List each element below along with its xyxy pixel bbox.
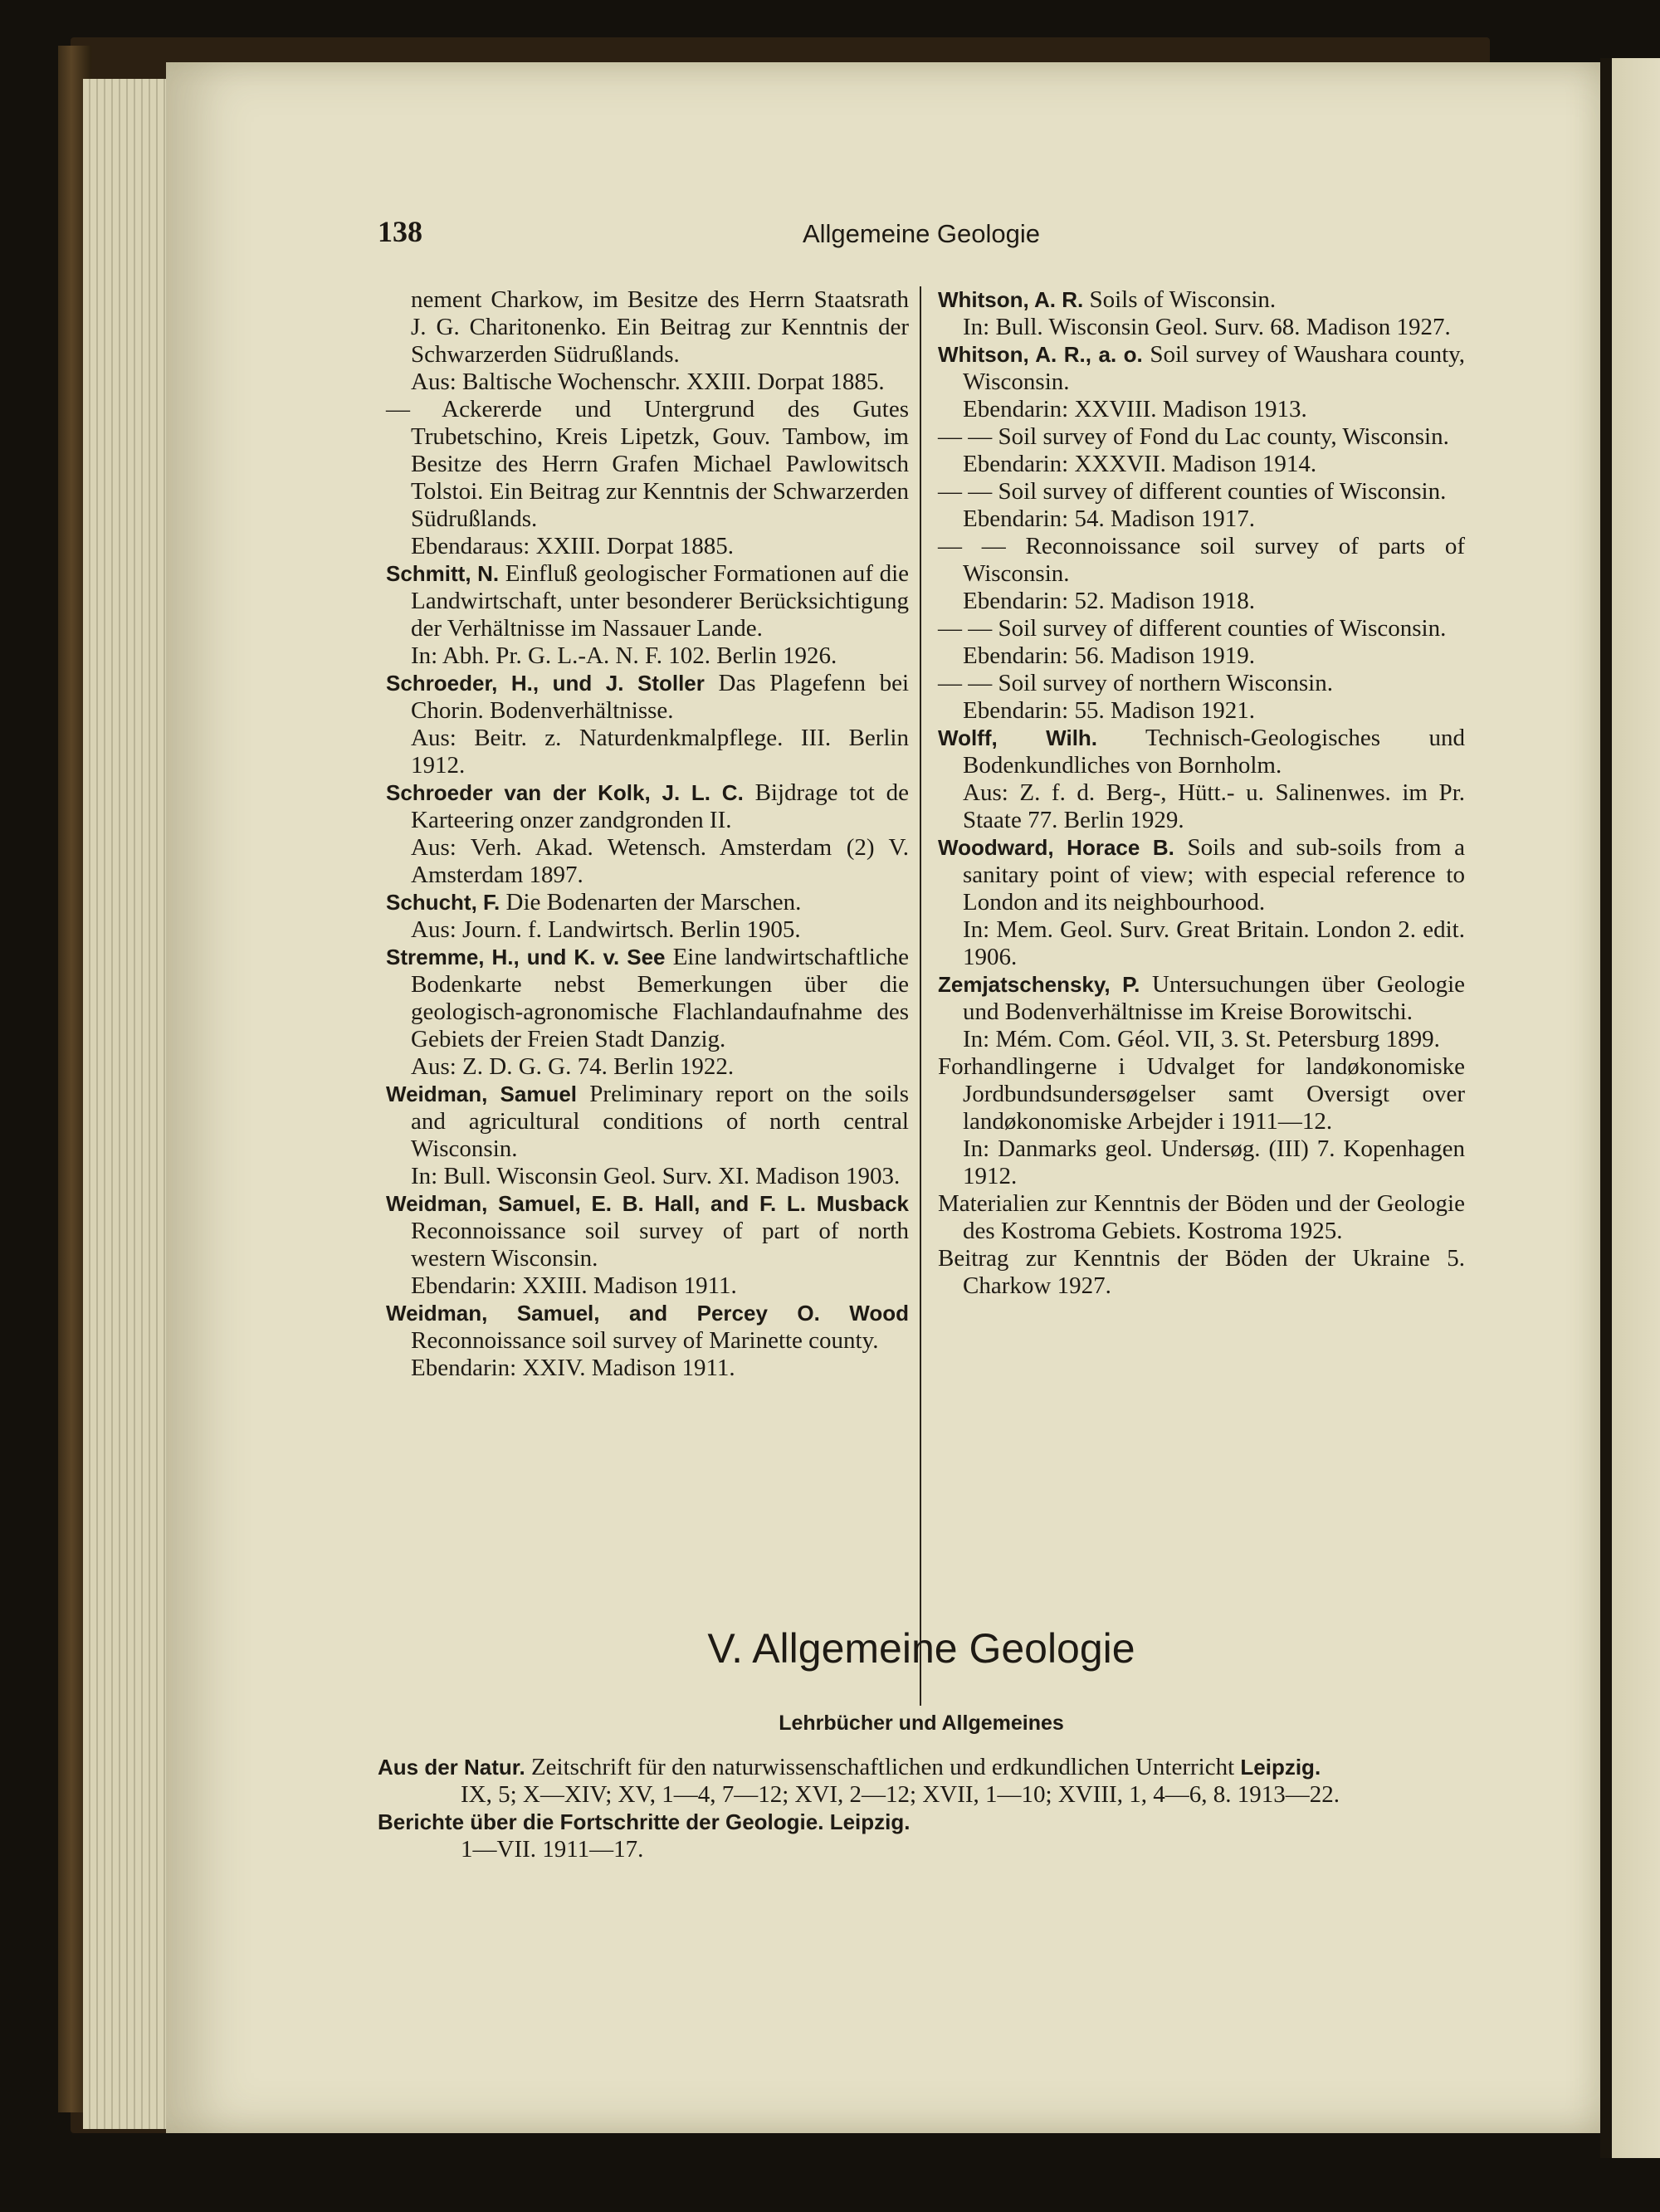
- bibliography-entry: [938, 615, 1465, 670]
- bibliography-entry: [386, 396, 909, 560]
- entry-text: Preliminary report on the soils and agricultural conditions of north central Wisconsin.: [411, 1081, 910, 1162]
- entry-author: Schucht, F.: [386, 890, 500, 915]
- entry-text: — — Reconnoissance soil survey of parts of Wisconsin.: [938, 533, 1465, 587]
- entry-source: Ebendarin: XXVIII. Madison 1913.: [963, 396, 1307, 422]
- section-entry: [378, 1809, 1448, 1863]
- entry-text: Bijdrage tot de Karteering onzer zandgronden II.: [411, 779, 910, 833]
- entry-source: In: Bull. Wisconsin Geol. Surv. XI. Madison 1903.: [411, 1163, 901, 1189]
- bibliography-entry: [386, 1081, 909, 1190]
- entry-source: Aus: Z. D. G. G. 74. Berlin 1922.: [411, 1053, 735, 1080]
- entry-author: Weidman, Samuel, E. B. Hall, and F. L. Musback: [386, 1191, 909, 1216]
- bibliography-entry: [938, 1245, 1465, 1300]
- entry-author: Woodward, Horace B.: [938, 835, 1174, 860]
- entry-text: Das Plagefenn bei Chorin. Bodenverhältnisse.: [411, 670, 909, 724]
- entry-text: — Ackererde und Untergrund des Gutes Trubetschino, Kreis Lipetzk, Gouv. Tambow, im Besitze des Herrn Grafen Michael Pawlowitsch Tolstoi. Ein Beitrag zur Kenntnis der Schwarzerden Südrußlands.: [386, 396, 909, 532]
- column-divider: [920, 286, 921, 1706]
- entry-text: Soils and sub-soils from a sanitary point of view; with especial reference to London and its neighbourhood.: [963, 834, 1466, 916]
- bibliography-entry: [938, 1190, 1465, 1245]
- entry-text: Beitrag zur Kenntnis der Böden der Ukraine 5. Charkow 1927.: [938, 1245, 1465, 1299]
- entry-source: Ebendarin: XXIII. Madison 1911.: [411, 1272, 737, 1299]
- entry-source: Aus: Baltische Wochenschr. XXIII. Dorpat 1885.: [411, 369, 885, 395]
- periodical-title: Berichte über die Fortschritte der Geologie.: [378, 1809, 824, 1834]
- entry-text: Einfluß geologischer Formationen auf die Landwirtschaft, unter besonderer Berücksichtigung der Verhältnisse im Nassauer Lande.: [411, 560, 909, 642]
- bibliography-entry: [938, 341, 1465, 423]
- bibliography-entry: [386, 889, 909, 944]
- entry-source: Ebendarin: 54. Madison 1917.: [963, 505, 1255, 532]
- right-entries: [938, 286, 1465, 1300]
- entry-text: Technisch-Geologisches und Bodenkundliches von Bornholm.: [963, 725, 1465, 779]
- page-header: [378, 215, 1465, 251]
- entry-text: Soils of Wisconsin.: [1089, 286, 1277, 313]
- entry-text: — — Soil survey of different counties of Wisconsin.: [938, 615, 1447, 642]
- entry-author: Zemjatschensky, P.: [938, 972, 1140, 997]
- entry-text: Eine landwirtschaftliche Bodenkarte nebst Bemerkungen über die geologisch-agronomische Flachlandaufnahme des Gebiets der Freien Stadt Danzig.: [411, 944, 909, 1052]
- entry-source: In: Abh. Pr. G. L.-A. N. F. 102. Berlin 1926.: [411, 642, 837, 669]
- entry-source: Aus: Journ. f. Landwirtsch. Berlin 1905.: [411, 916, 801, 943]
- periodical-holdings: 1—VII. 1911—17.: [461, 1836, 644, 1863]
- running-title: Allgemeine Geologie: [802, 219, 1041, 248]
- entry-text: Forhandlingerne i Udvalget for landøkonomiske Jordbundsundersøgelser samt Oversigt over landøkonomiske Arbejder i 1911—12.: [938, 1053, 1465, 1135]
- bibliography-entry: [938, 478, 1465, 533]
- entry-source: Aus: Beitr. z. Naturdenkmalpflege. III. Berlin 1912.: [411, 725, 909, 779]
- entry-source: In: Bull. Wisconsin Geol. Surv. 68. Madison 1927.: [963, 314, 1451, 340]
- bibliography-entry: [938, 670, 1465, 725]
- entry-author: Schmitt, N.: [386, 561, 500, 586]
- bibliography-entry: [386, 944, 909, 1081]
- entry-text: Untersuchungen über Geologie und Bodenverhältnisse im Kreise Borowitschi.: [963, 971, 1466, 1025]
- page-number: 138: [378, 215, 422, 248]
- entry-text: Materialien zur Kenntnis der Böden und der Geologie des Kostroma Gebiets. Kostroma 1925.: [938, 1190, 1465, 1244]
- bibliography-entry: [938, 1053, 1465, 1190]
- entry-source: In: Mém. Com. Géol. VII, 3. St. Petersburg 1899.: [963, 1026, 1440, 1052]
- subsection-title: Lehrbücher und Allgemeines: [779, 1711, 1064, 1735]
- right-column: [938, 286, 1465, 1300]
- bibliography-entry: [386, 779, 909, 889]
- entry-author: Schroeder van der Kolk, J. L. C.: [386, 780, 744, 805]
- section-entry: [378, 1754, 1448, 1809]
- entry-source: Aus: Z. f. d. Berg-, Hütt.- u. Salinenwes. im Pr. Staate 77. Berlin 1929.: [963, 779, 1465, 833]
- left-column: [386, 286, 909, 1382]
- entry-text: nement Charkow, im Besitze des Herrn Staatsrath J. G. Charitonenko. Ein Beitrag zur Kenntnis der Schwarzerden Südrußlands.: [411, 286, 909, 368]
- entry-source: Ebendarin: 56. Madison 1919.: [963, 642, 1255, 669]
- section-title: V. Allgemeine Geologie: [707, 1625, 1135, 1672]
- periodical-holdings: IX, 5; X—XIV; XV, 1—4, 7—12; XVI, 2—12; XVII, 1—10; XVIII, 1, 4—6, 8. 1913—22.: [461, 1781, 1340, 1808]
- entry-author: Weidman, Samuel, and Percey O. Wood: [386, 1301, 909, 1326]
- periodical-title: Aus der Natur.: [378, 1755, 525, 1780]
- entry-author: Whitson, A. R.: [938, 287, 1084, 312]
- entry-text: — — Soil survey of northern Wisconsin.: [938, 670, 1333, 696]
- entry-author: Weidman, Samuel: [386, 1082, 578, 1106]
- continuation-entry: [386, 286, 909, 396]
- bibliography-entry: [938, 971, 1465, 1053]
- bibliography-entry: [938, 423, 1465, 478]
- entry-text: — — Soil survey of different counties of Wisconsin.: [938, 478, 1447, 505]
- bibliography-entry: [938, 533, 1465, 615]
- page-content: [378, 203, 1465, 1946]
- entry-source: Ebendarin: 52. Madison 1918.: [963, 588, 1255, 614]
- entry-source: Ebendarin: 55. Madison 1921.: [963, 697, 1255, 724]
- entry-text: Soil survey of Waushara county, Wisconsin.: [963, 341, 1466, 395]
- section-entries: [378, 1754, 1448, 1863]
- entry-text: — — Soil survey of Fond du Lac county, Wisconsin.: [938, 423, 1449, 450]
- entry-source: In: Danmarks geol. Undersøg. (III) 7. Kopenhagen 1912.: [963, 1135, 1465, 1189]
- entry-source: Ebendarin: XXIV. Madison 1911.: [411, 1355, 735, 1381]
- bibliography-entry: [386, 670, 909, 779]
- entry-source: Ebendaraus: XXIII. Dorpat 1885.: [411, 533, 734, 559]
- entry-author: Wolff, Wilh.: [938, 725, 1098, 750]
- periodical-place: Leipzig.: [829, 1809, 911, 1834]
- entry-source: Ebendarin: XXXVII. Madison 1914.: [963, 451, 1317, 477]
- bibliography-entry: [938, 725, 1465, 834]
- bibliography-entry: [386, 560, 909, 670]
- entry-source: Aus: Verh. Akad. Wetensch. Amsterdam (2) V. Amsterdam 1897.: [411, 834, 909, 888]
- periodical-description: Zeitschrift für den naturwissenschaftlichen und erdkundlichen Unterricht: [530, 1754, 1235, 1780]
- bibliography-entry: [386, 1300, 909, 1382]
- entry-text: Reconnoissance soil survey of part of north western Wisconsin.: [411, 1218, 909, 1272]
- bibliography-entry: [386, 1190, 909, 1300]
- bibliography-entry: [938, 834, 1465, 971]
- entry-source: In: Mem. Geol. Surv. Great Britain. London 2. edit. 1906.: [963, 916, 1465, 970]
- entry-text: Reconnoissance soil survey of Marinette county.: [411, 1327, 879, 1354]
- entry-text: Die Bodenarten der Marschen.: [505, 889, 802, 916]
- entry-author: Stremme, H., und K. v. See: [386, 945, 666, 969]
- entry-author: Schroeder, H., und J. Stoller: [386, 671, 705, 696]
- periodical-place: Leipzig.: [1240, 1755, 1321, 1780]
- adjacent-page-edge: [1600, 58, 1660, 2158]
- entry-author: Whitson, A. R., a. o.: [938, 342, 1143, 367]
- left-entries: [386, 396, 909, 1382]
- bibliography-entry: [938, 286, 1465, 341]
